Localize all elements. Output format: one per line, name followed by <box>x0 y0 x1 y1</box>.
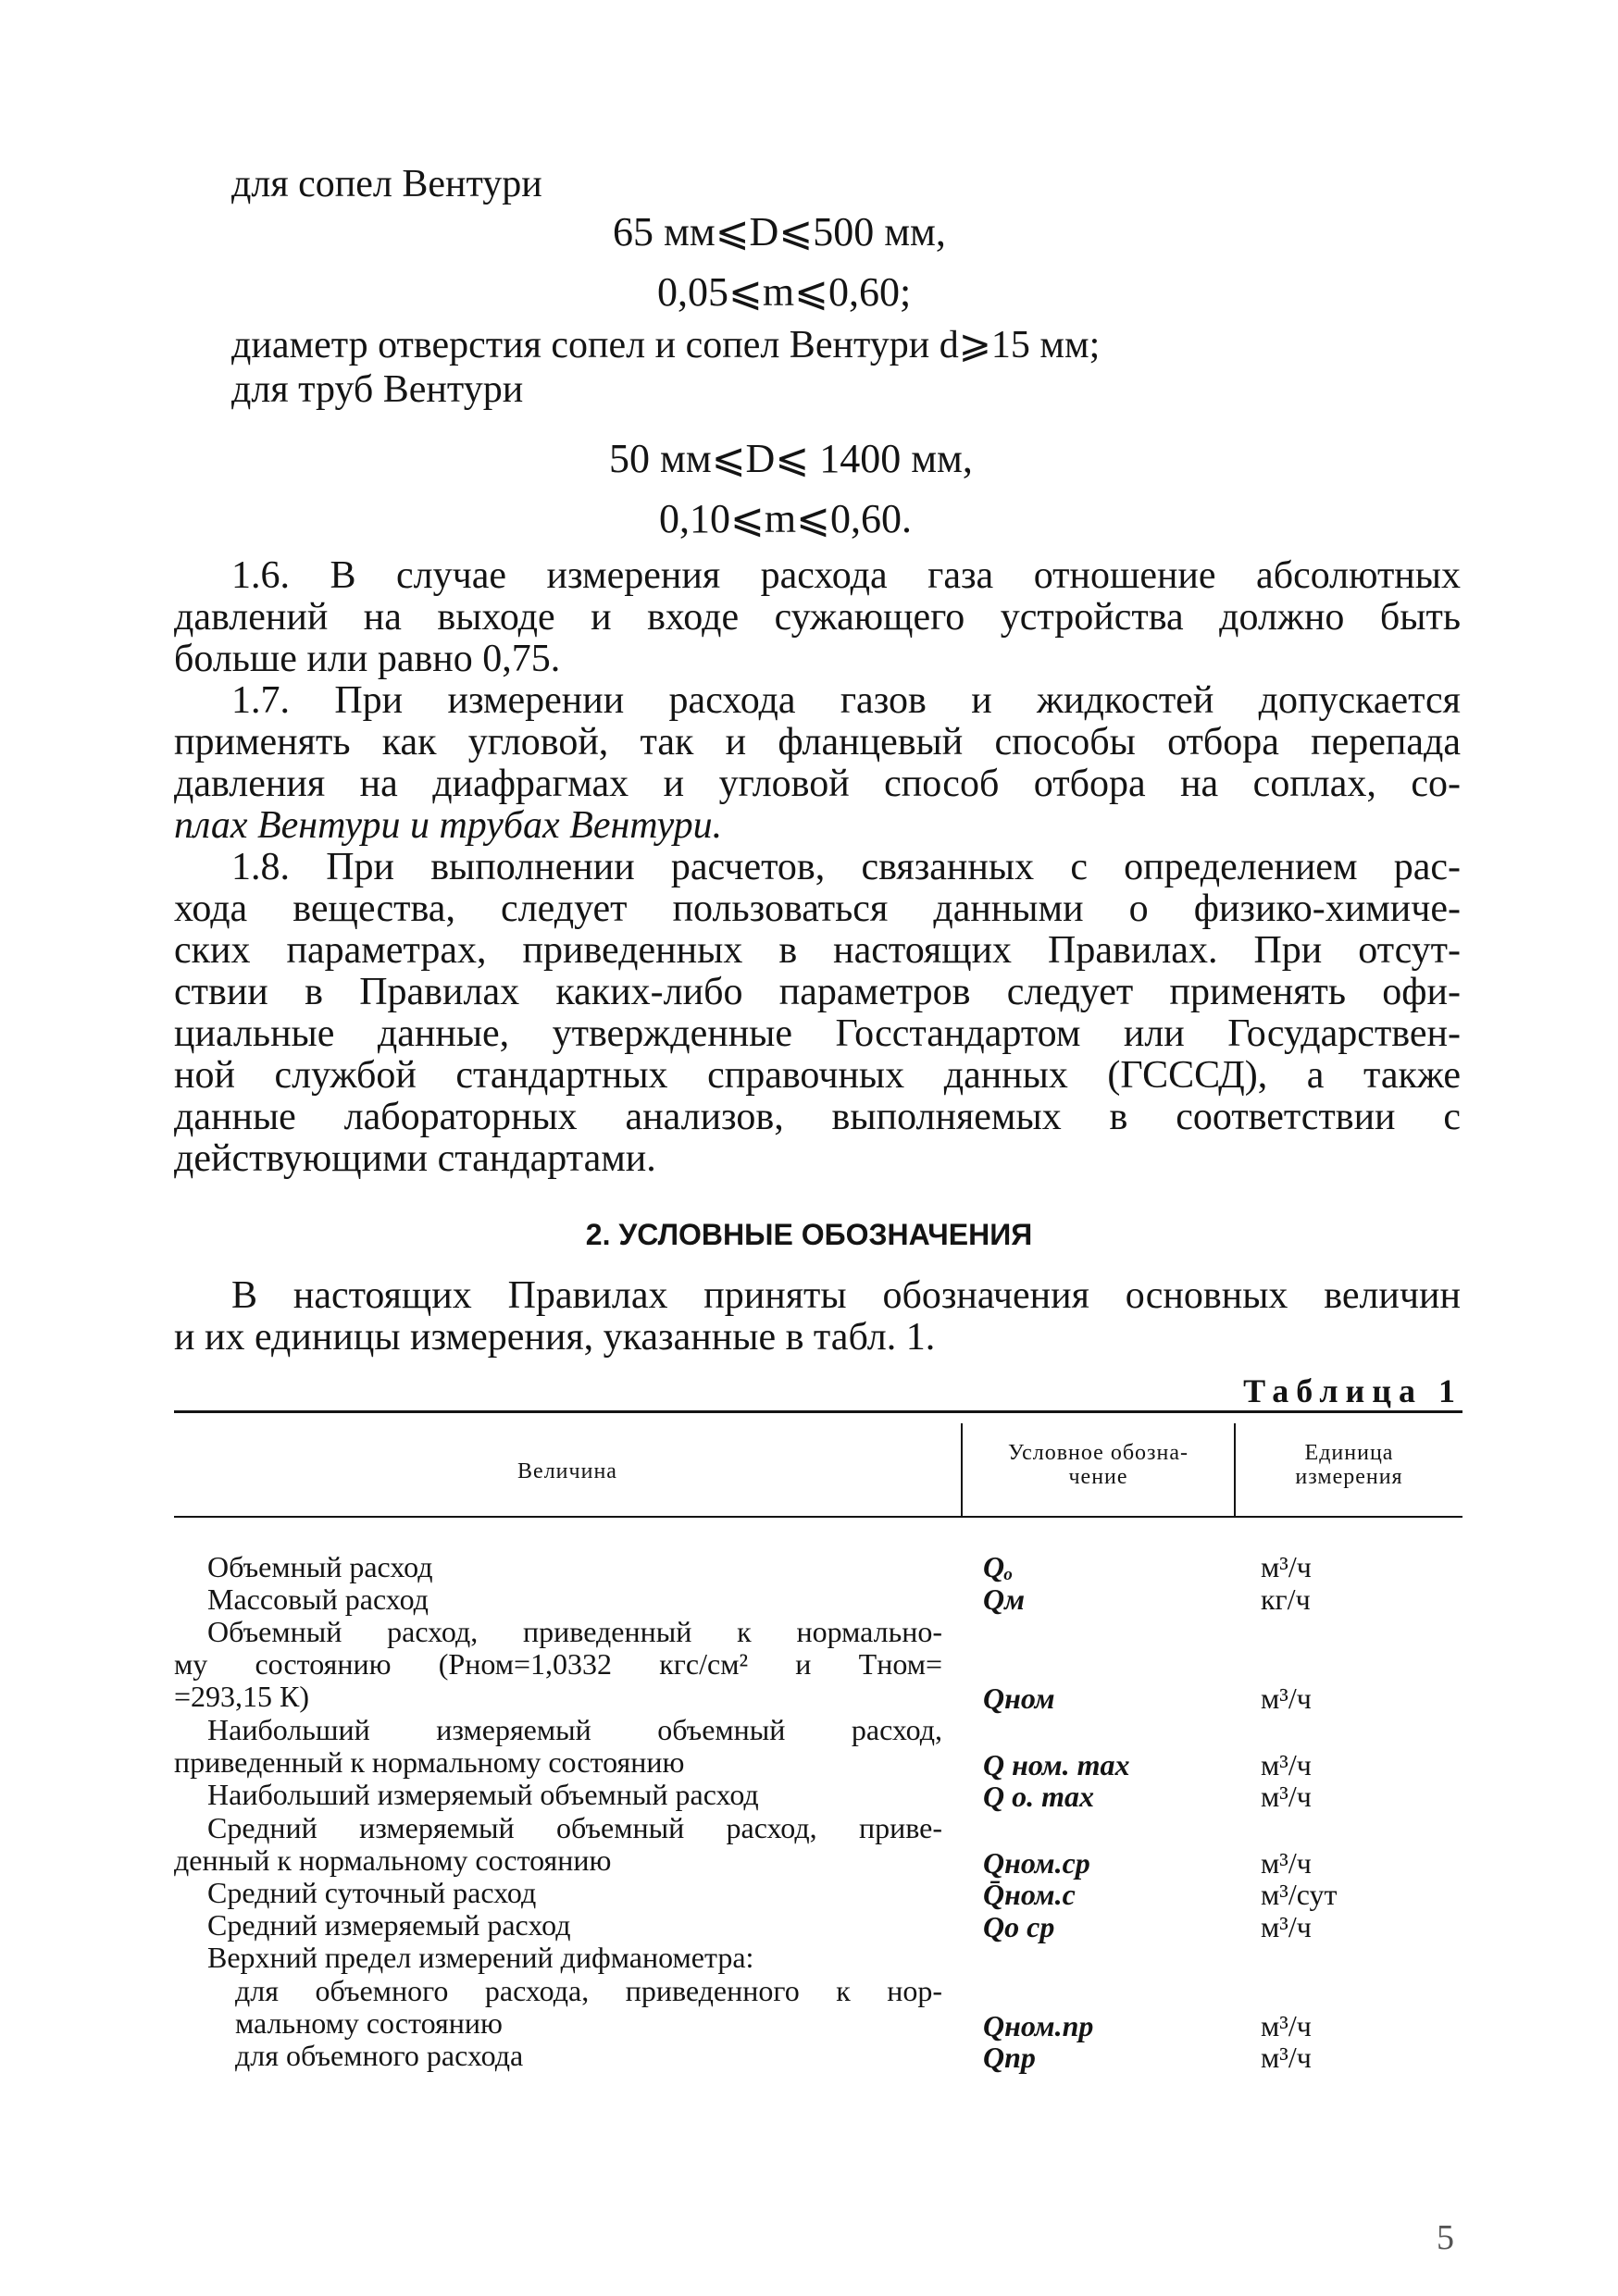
row-symbol: Qном <box>983 1682 1055 1715</box>
row-quantity-name: Верхний предел измерений дифманометра: <box>207 1941 754 1974</box>
paragraph-line: 1.6. В случае измерения расхода газа отношение абсолютных <box>231 554 1461 597</box>
header-symbol-line1: Условное обозна- <box>1007 1441 1189 1465</box>
row-unit: м³/ч <box>1261 2041 1312 2074</box>
paragraph-line: больше или равно 0,75. <box>174 638 561 680</box>
row-symbol: Qпр <box>983 2041 1036 2074</box>
paragraph-line: циальные данные, утвержденные Госстандартом или Государствен- <box>174 1012 1461 1055</box>
table-caption: Таблица 1 <box>1243 1372 1462 1409</box>
venturi-nozzles-diameter-range: 65 мм⩽D⩽500 мм, <box>613 209 946 254</box>
venturi-tubes-label: для труб Вентури <box>231 368 524 411</box>
venturi-tubes-m-range: 0,10⩽m⩽0,60. <box>659 496 912 541</box>
row-quantity-name: мальному состоянию <box>235 2006 503 2040</box>
row-unit: м³/ч <box>1261 1910 1312 1943</box>
row-symbol: Q̄ном.с <box>983 1878 1076 1911</box>
paragraph-line: ствии в Правилах каких-либо параметров следует применять офи- <box>174 971 1461 1013</box>
section-heading: 2. УСЛОВНЫЕ ОБОЗНАЧЕНИЯ <box>585 1218 1033 1251</box>
row-quantity-name: для объемного расхода <box>235 2039 524 2072</box>
venturi-tubes-diameter-range: 50 мм⩽D⩽ 1400 мм, <box>609 436 973 481</box>
paragraph-line: действующими стандартами. <box>174 1137 656 1180</box>
paragraph-line: и их единицы измерения, указанные в табл. 1. <box>174 1316 936 1359</box>
header-symbol-line2: чение <box>1068 1465 1128 1489</box>
row-symbol: Qо ср <box>983 1910 1055 1943</box>
row-unit: м³/ч <box>1261 1550 1312 1583</box>
row-quantity-name: му состоянию (Pном=1,0332 кгс/см² и Tном= <box>174 1647 942 1681</box>
row-unit: м³/ч <box>1261 1682 1312 1715</box>
row-unit: м³/ч <box>1261 1846 1312 1880</box>
row-quantity-name: Объемный расход, приведенный к нормально- <box>207 1615 942 1648</box>
venturi-nozzles-m-range: 0,05⩽m⩽0,60; <box>657 269 912 315</box>
row-quantity-name: Средний измеряемый объемный расход, приве- <box>207 1811 942 1844</box>
row-quantity-name: Объемный расход <box>207 1550 433 1583</box>
venturi-nozzles-label: для сопел Вентури <box>231 163 542 205</box>
paragraph-line: ной службой стандартных справочных данных (ГСССД), а также <box>174 1054 1461 1097</box>
row-quantity-name: для объемного расхода, приведенного к нор- <box>235 1974 942 2007</box>
row-unit: м³/ч <box>1261 2009 1312 2042</box>
row-quantity-name: Средний суточный расход <box>207 1876 537 1909</box>
row-quantity-name: денный к нормальному состоянию <box>174 1843 612 1877</box>
paragraph-line: давления на диафрагмах и угловой способ отбора на соплах, со- <box>174 763 1461 805</box>
paragraph-line: В настоящих Правилах приняты обозначения основных величин <box>231 1274 1461 1317</box>
paragraph-line: хода вещества, следует пользоваться данными о физико-химиче- <box>174 887 1461 930</box>
header-unit-line2: измерения <box>1295 1465 1403 1489</box>
row-unit: м³/ч <box>1261 1780 1312 1813</box>
row-symbol: Qном.ср <box>983 1846 1090 1880</box>
header-quantity: Величина <box>517 1459 617 1483</box>
table-header-rule <box>174 1516 1462 1518</box>
table-top-rule <box>174 1410 1462 1413</box>
header-unit-line1: Единица <box>1304 1441 1394 1465</box>
paragraph-line: данные лабораторных анализов, выполняемых в соответствии с <box>174 1096 1461 1138</box>
paragraph-line: применять как угловой, так и фланцевый способы отбора перепада <box>174 721 1461 763</box>
row-symbol: Q ном. max <box>983 1748 1130 1781</box>
row-quantity-name: =293,15 К) <box>174 1680 310 1713</box>
row-symbol: Q о. max <box>983 1780 1094 1813</box>
row-quantity-name: Средний измеряемый расход <box>207 1908 571 1942</box>
row-unit: кг/ч <box>1261 1582 1311 1616</box>
row-quantity-name: Наибольший измеряемый объемный расход, <box>207 1713 942 1746</box>
row-unit: м³/сут <box>1261 1878 1338 1911</box>
row-unit: м³/ч <box>1261 1748 1312 1781</box>
row-symbol: Qном.пр <box>983 2009 1094 2042</box>
row-quantity-name: приведенный к нормальному состоянию <box>174 1745 685 1779</box>
paragraph-line: плах Вентури и трубах Вентури. <box>174 804 723 847</box>
row-quantity-name: Наибольший измеряемый объемный расход <box>207 1778 759 1811</box>
paragraph-line: 1.8. При выполнении расчетов, связанных с определением рас- <box>231 846 1461 888</box>
paragraph-line: 1.7. При измерении расхода газов и жидкостей допускается <box>231 679 1461 722</box>
paragraph-line: давлений на выходе и входе сужающего устройства должно быть <box>174 596 1461 639</box>
row-quantity-name: Массовый расход <box>207 1582 429 1616</box>
row-symbol: Qₒ <box>983 1550 1014 1583</box>
paragraph-line: ских параметрах, приведенных в настоящих Правилах. При отсут- <box>174 929 1461 972</box>
page-number: 5 <box>1437 2218 1454 2257</box>
hole-diameter-condition: диаметр отверстия сопел и сопел Вентури d⩾15 мм; <box>231 324 1101 366</box>
row-symbol: Qм <box>983 1582 1026 1616</box>
